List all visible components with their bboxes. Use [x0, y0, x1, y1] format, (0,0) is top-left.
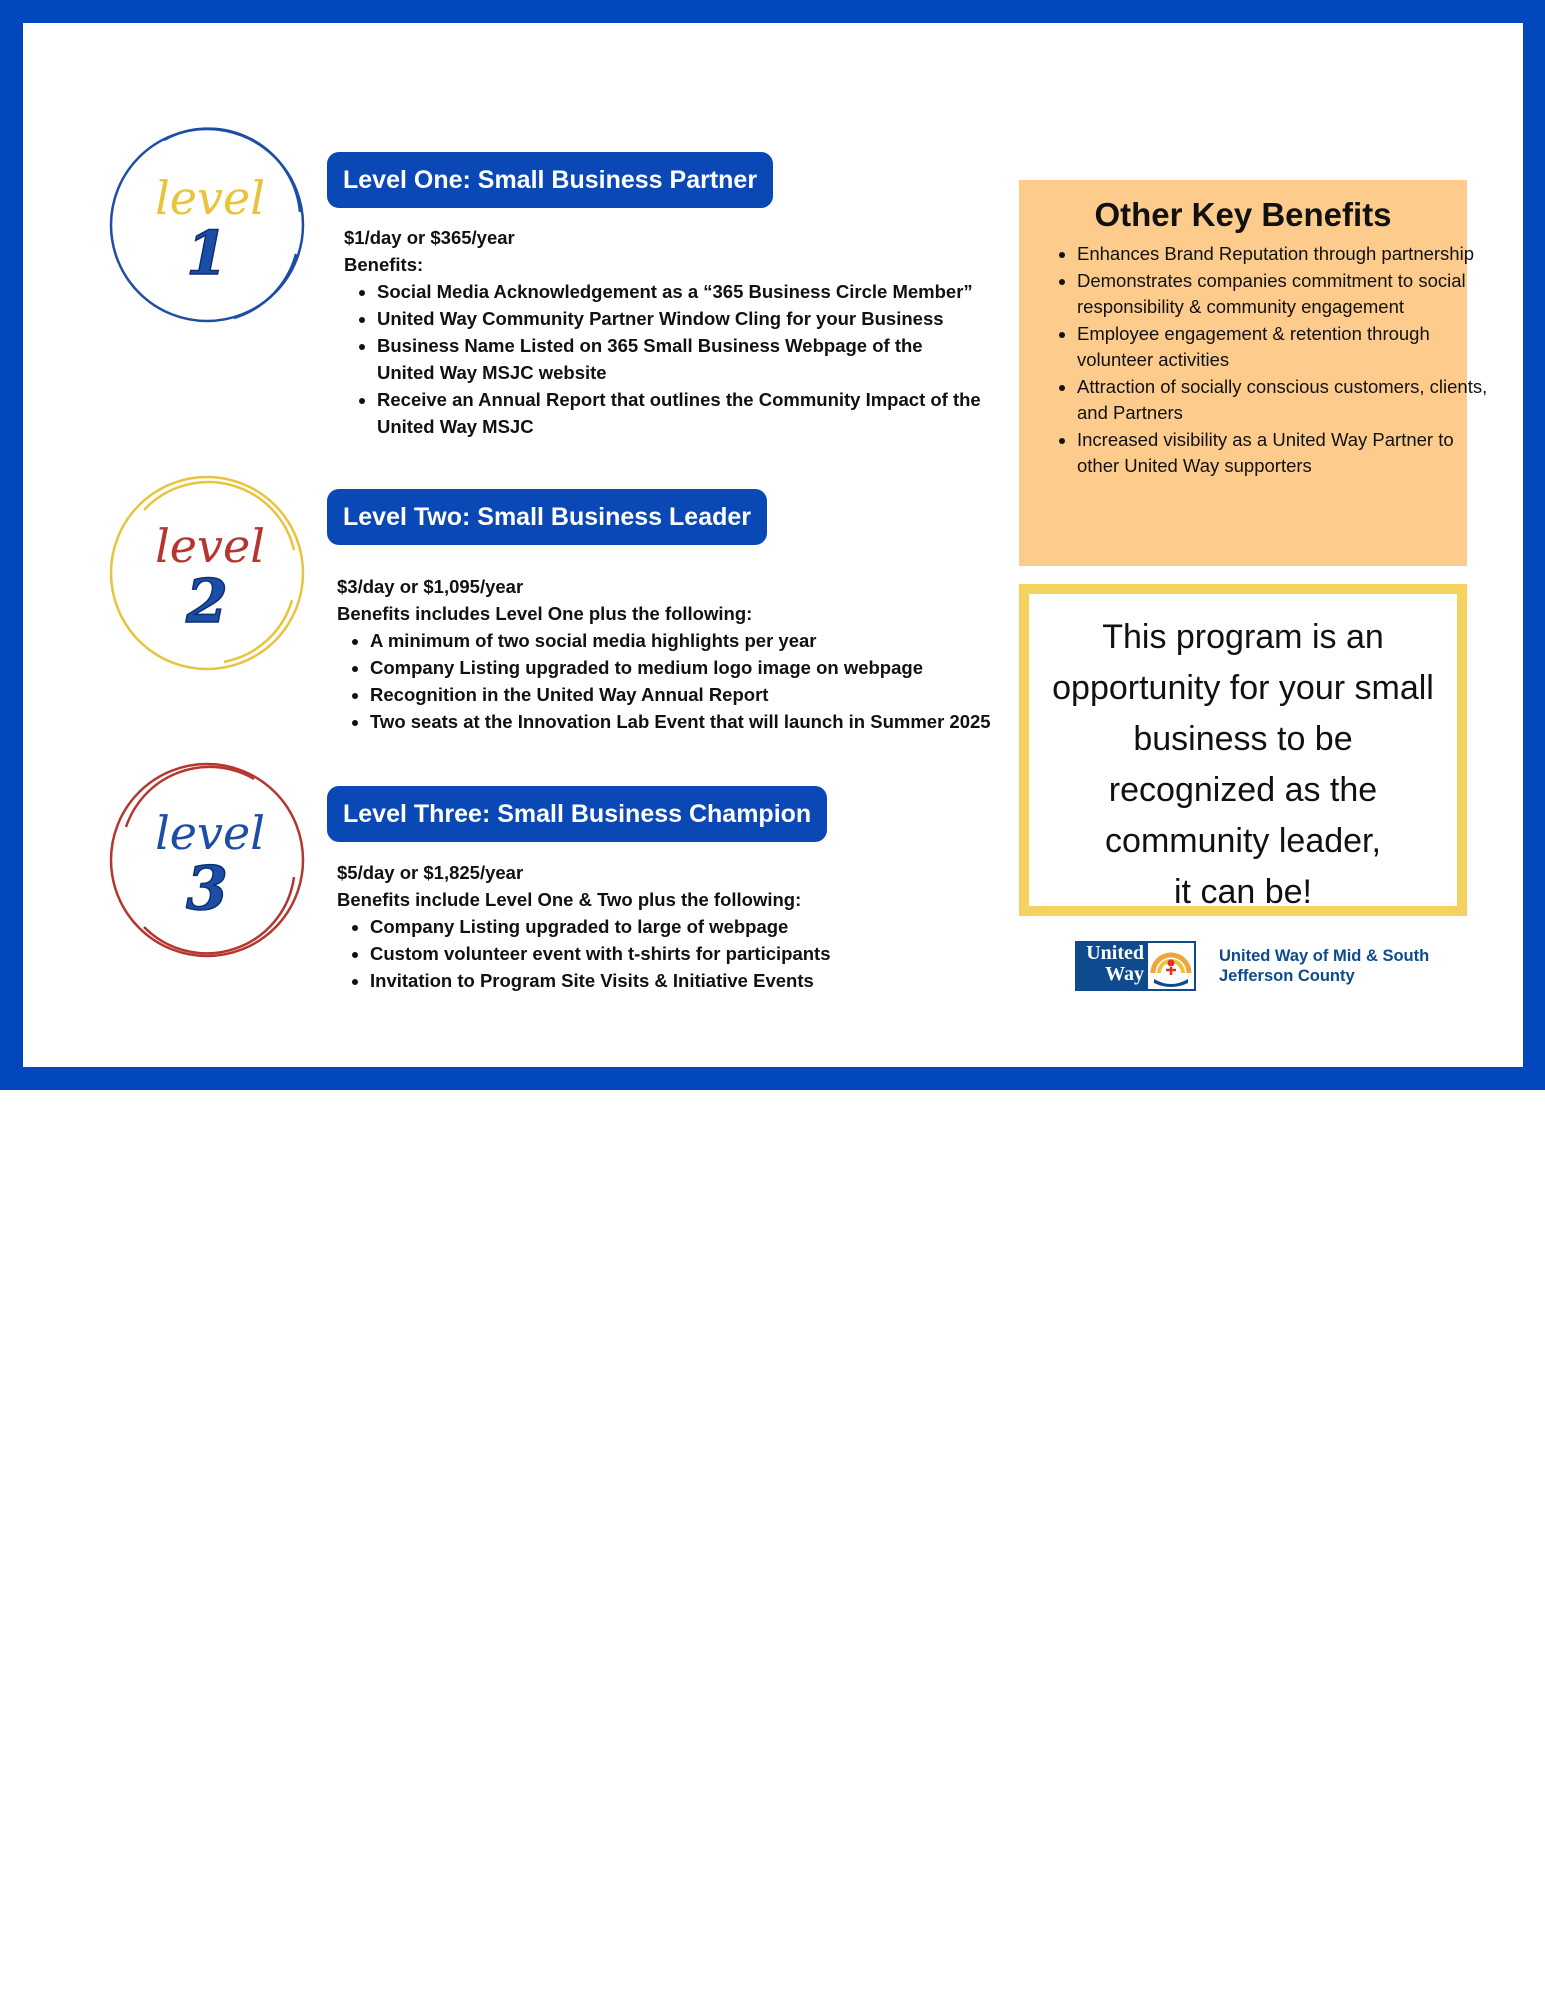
level-two-title: Level Two: Small Business Leader [327, 489, 767, 545]
level-one-intro: Benefits: [344, 254, 424, 275]
level-two-details [337, 573, 1017, 735]
program-message-line: community leader, [1105, 822, 1381, 860]
level-two-badge [104, 470, 314, 680]
level-one-benefits-list [344, 278, 984, 440]
program-message-line: This program is an [1102, 618, 1384, 656]
organization-name-line: Jefferson County [1219, 967, 1355, 985]
list-item: • Increased visibility as a United Way Partner to other United Way supporters [1077, 427, 1492, 480]
list-item: • Demonstrates companies commitment to social responsibility & community engagement [1077, 268, 1492, 321]
list-item: • Company Listing upgraded to large of webpage [370, 913, 997, 940]
list-item: • Attraction of socially conscious customers, clients, and Partners [1077, 374, 1492, 427]
program-message-line: opportunity for your small [1052, 669, 1434, 707]
level-three-price: $5/day or $1,825/year [337, 862, 524, 883]
level-three-badge [104, 757, 314, 967]
list-item: • Company Listing upgraded to medium logo image on webpage [370, 654, 1017, 681]
other-benefits-title: Other Key Benefits [1094, 196, 1392, 233]
list-item: • Social Media Acknowledgement as a “365 Business Circle Member” [377, 278, 984, 305]
organization-name-line: United Way of Mid & South [1219, 947, 1430, 965]
level-two-price: $3/day or $1,095/year [337, 576, 524, 597]
other-benefits-list [1039, 241, 1492, 480]
program-message-box [1019, 584, 1467, 916]
program-message-line: business to be [1133, 720, 1353, 758]
program-message [1029, 612, 1457, 918]
level-three-details [337, 859, 997, 994]
program-message-line: recognized as the [1108, 771, 1378, 809]
list-item: • Enhances Brand Reputation through partnership [1077, 241, 1492, 268]
list-item: • Custom volunteer event with t-shirts for participants [370, 940, 997, 967]
level-one-badge-word: level [155, 171, 265, 225]
level-three-benefits-list [337, 913, 997, 994]
list-item: • Invitation to Program Site Visits & Initiative Events [370, 967, 997, 994]
logo-wordmark [1078, 943, 1144, 985]
level-three-badge-word: level [155, 806, 265, 860]
level-one-details [344, 224, 984, 440]
level-two-benefits-list [337, 627, 1017, 735]
level-two-badge-number: 2 [186, 567, 228, 637]
level-three-title: Level Three: Small Business Champion [327, 786, 827, 842]
list-item: • A minimum of two social media highlights per year [370, 627, 1017, 654]
logo-wordmark-line: United [1086, 942, 1144, 964]
list-item: • Two seats at the Innovation Lab Event that will launch in Summer 2025 [370, 708, 1017, 735]
hand-rainbow-icon [1148, 943, 1194, 989]
level-two-intro: Benefits includes Level One plus the following: [337, 603, 753, 624]
united-way-logo [1075, 941, 1196, 991]
level-one-price: $1/day or $365/year [344, 227, 515, 248]
list-item: • Recognition in the United Way Annual Report [370, 681, 1017, 708]
organization-name [1219, 946, 1429, 986]
level-one-badge [104, 122, 314, 332]
list-item: • Business Name Listed on 365 Small Business Webpage of the United Way MSJC website [377, 332, 984, 386]
other-benefits-box [1019, 180, 1488, 566]
logo-wordmark-line: Way [1105, 963, 1144, 985]
program-message-line: it can be! [1174, 873, 1312, 911]
level-one-badge-number: 1 [186, 219, 228, 289]
level-three-intro: Benefits include Level One & Two plus the following: [337, 889, 802, 910]
list-item: • United Way Community Partner Window Cling for your Business [377, 305, 984, 332]
level-one-title: Level One: Small Business Partner [327, 152, 773, 208]
list-item: • Receive an Annual Report that outlines the Community Impact of the United Way MSJC [377, 386, 984, 440]
level-two-badge-word: level [155, 519, 265, 573]
list-item: • Employee engagement & retention through volunteer activities [1077, 321, 1492, 374]
level-three-badge-number: 3 [186, 854, 228, 924]
